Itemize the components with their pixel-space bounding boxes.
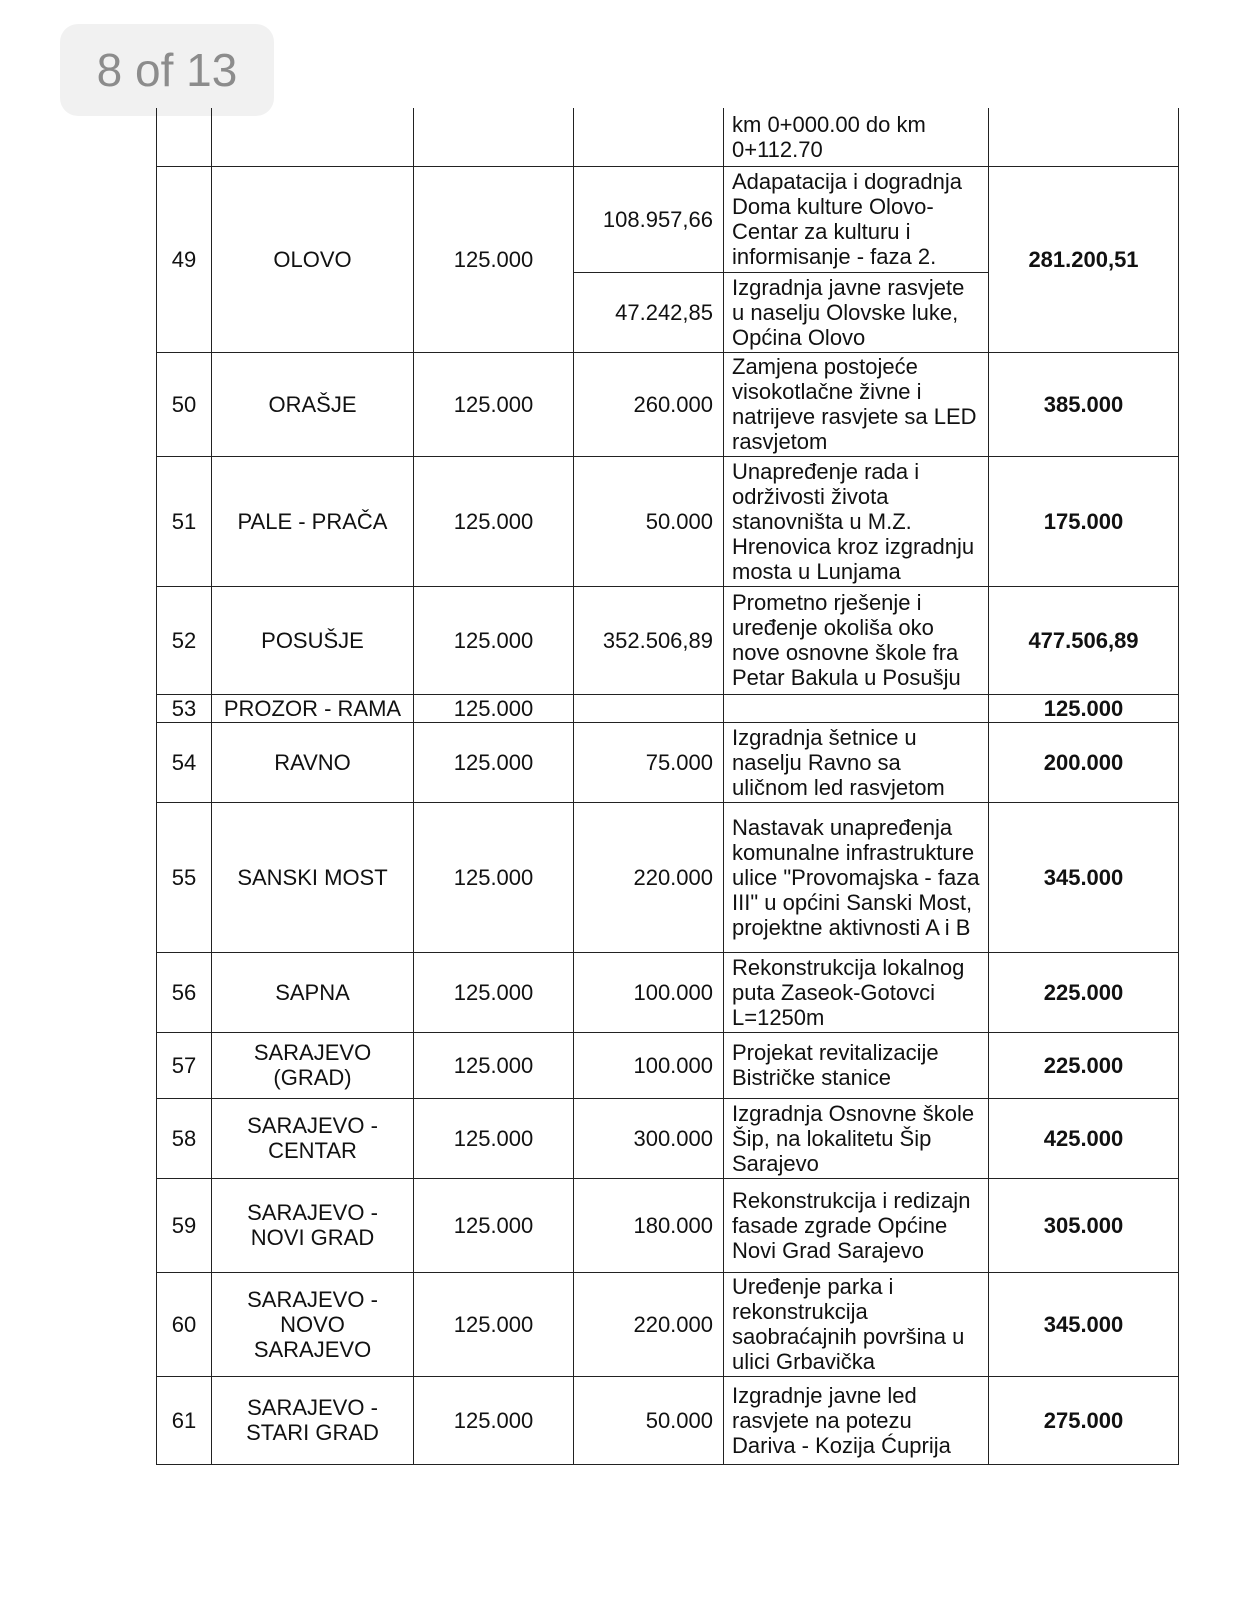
no-cell: 50 <box>157 352 212 456</box>
no-cell: 49 <box>157 166 212 352</box>
table-row <box>157 1272 1179 1376</box>
total-cell: 225.000 <box>989 952 1179 1032</box>
amount-cell <box>574 694 724 722</box>
amount-cell: 300.000 <box>574 1098 724 1178</box>
base-cell: 125.000 <box>414 722 574 802</box>
table-row <box>157 586 1179 694</box>
no-cell: 53 <box>157 694 212 722</box>
amount-cell: 220.000 <box>574 1272 724 1376</box>
municipality-cell: OLOVO <box>212 166 414 352</box>
amount-cell: 50.000 <box>574 1376 724 1464</box>
total-cell: 225.000 <box>989 1032 1179 1098</box>
total-cell: 175.000 <box>989 456 1179 586</box>
base-cell: 125.000 <box>414 352 574 456</box>
project-cell: Nastavak unapređenja komunalne infrastrukture ulice "Provomajska - faza III" u općini Sanski Most, projektne aktivnosti A i B <box>724 802 989 952</box>
amount-cell: 220.000 <box>574 802 724 952</box>
total-cell: 275.000 <box>989 1376 1179 1464</box>
no-cell: 57 <box>157 1032 212 1098</box>
table-row <box>157 1178 1179 1272</box>
project-cell: Adapatacija i dogradnja Doma kulture Olovo-Centar za kulturu i informisanje - faza 2. <box>724 166 989 272</box>
amount-cell <box>574 108 724 166</box>
no-cell: 59 <box>157 1178 212 1272</box>
base-cell <box>414 108 574 166</box>
total-cell <box>989 108 1179 166</box>
municipality-cell: PROZOR - RAMA <box>212 694 414 722</box>
project-cell: Izgradnja Osnovne škole Šip, na lokalitetu Šip Sarajevo <box>724 1098 989 1178</box>
page-indicator: 8 of 13 <box>60 24 274 116</box>
project-cell: Uređenje parka i rekonstrukcija saobraćajnih površina u ulici Grbavička <box>724 1272 989 1376</box>
total-cell: 281.200,51 <box>989 166 1179 352</box>
table-row <box>157 694 1179 722</box>
amount-cell: 100.000 <box>574 952 724 1032</box>
base-cell: 125.000 <box>414 802 574 952</box>
total-cell: 345.000 <box>989 1272 1179 1376</box>
municipality-cell: SARAJEVO - NOVO SARAJEVO <box>212 1272 414 1376</box>
municipality-cell: SARAJEVO - NOVI GRAD <box>212 1178 414 1272</box>
no-cell: 60 <box>157 1272 212 1376</box>
project-cell: Izgradnje javne led rasvjete na potezu Dariva - Kozija Ćuprija <box>724 1376 989 1464</box>
municipality-cell: PALE - PRAČA <box>212 456 414 586</box>
total-cell: 385.000 <box>989 352 1179 456</box>
amount-cell: 352.506,89 <box>574 586 724 694</box>
no-cell: 61 <box>157 1376 212 1464</box>
project-cell: Izgradnja javne rasvjete u naselju Olovske luke, Općina Olovo <box>724 272 989 352</box>
base-cell: 125.000 <box>414 1098 574 1178</box>
allocation-table <box>156 108 1179 1465</box>
total-cell: 345.000 <box>989 802 1179 952</box>
base-cell: 125.000 <box>414 952 574 1032</box>
no-cell: 55 <box>157 802 212 952</box>
project-cell: Izgradnja šetnice u naselju Ravno sa uličnom led rasvjetom <box>724 722 989 802</box>
municipality-cell: SAPNA <box>212 952 414 1032</box>
table-row <box>157 1376 1179 1464</box>
amount-cell: 108.957,66 <box>574 166 724 272</box>
table-row <box>157 456 1179 586</box>
municipality-cell: POSUŠJE <box>212 586 414 694</box>
table-row <box>157 1098 1179 1178</box>
municipality-cell: ORAŠJE <box>212 352 414 456</box>
base-cell: 125.000 <box>414 1178 574 1272</box>
no-cell <box>157 108 212 166</box>
base-cell: 125.000 <box>414 1272 574 1376</box>
table-row <box>157 722 1179 802</box>
amount-cell: 47.242,85 <box>574 272 724 352</box>
municipality-cell: SARAJEVO - STARI GRAD <box>212 1376 414 1464</box>
amount-cell: 50.000 <box>574 456 724 586</box>
total-cell: 305.000 <box>989 1178 1179 1272</box>
table-row <box>157 802 1179 952</box>
table-row <box>157 166 1179 272</box>
amount-cell: 75.000 <box>574 722 724 802</box>
table-row <box>157 108 1179 166</box>
table-row <box>157 352 1179 456</box>
municipality-cell <box>212 108 414 166</box>
municipality-cell: SARAJEVO (GRAD) <box>212 1032 414 1098</box>
amount-cell: 180.000 <box>574 1178 724 1272</box>
base-cell: 125.000 <box>414 586 574 694</box>
total-cell: 425.000 <box>989 1098 1179 1178</box>
total-cell: 477.506,89 <box>989 586 1179 694</box>
base-cell: 125.000 <box>414 1376 574 1464</box>
municipality-cell: SANSKI MOST <box>212 802 414 952</box>
total-cell: 125.000 <box>989 694 1179 722</box>
no-cell: 54 <box>157 722 212 802</box>
municipality-cell: RAVNO <box>212 722 414 802</box>
municipality-cell: SARAJEVO - CENTAR <box>212 1098 414 1178</box>
total-cell: 200.000 <box>989 722 1179 802</box>
base-cell: 125.000 <box>414 1032 574 1098</box>
no-cell: 51 <box>157 456 212 586</box>
base-cell: 125.000 <box>414 694 574 722</box>
table-row <box>157 1032 1179 1098</box>
no-cell: 56 <box>157 952 212 1032</box>
amount-cell: 100.000 <box>574 1032 724 1098</box>
project-cell: Rekonstrukcija lokalnog puta Zaseok-Gotovci L=1250m <box>724 952 989 1032</box>
project-cell: Zamjena postojeće visokotlačne živne i natrijeve rasvjete sa LED rasvjetom <box>724 352 989 456</box>
table-row <box>157 952 1179 1032</box>
project-cell: Prometno rješenje i uređenje okoliša oko nove osnovne škole fra Petar Bakula u Posušju <box>724 586 989 694</box>
base-cell: 125.000 <box>414 456 574 586</box>
base-cell: 125.000 <box>414 166 574 352</box>
project-cell: Unapređenje rada i održivosti života stanovništa u M.Z. Hrenovica kroz izgradnju mosta u Lunjama <box>724 456 989 586</box>
project-cell: km 0+000.00 do km 0+112.70 <box>724 108 989 166</box>
no-cell: 52 <box>157 586 212 694</box>
project-cell: Rekonstrukcija i redizajn fasade zgrade Općine Novi Grad Sarajevo <box>724 1178 989 1272</box>
amount-cell: 260.000 <box>574 352 724 456</box>
project-cell: Projekat revitalizacije Bistričke stanice <box>724 1032 989 1098</box>
no-cell: 58 <box>157 1098 212 1178</box>
project-cell <box>724 694 989 722</box>
